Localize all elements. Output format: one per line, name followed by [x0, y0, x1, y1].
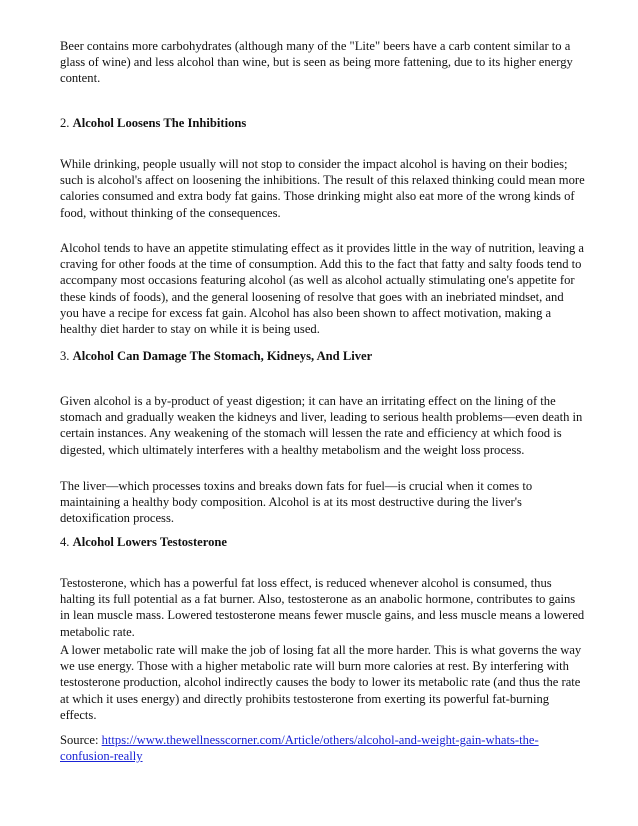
- paragraph-yeast: Given alcohol is a by-product of yeast digestion; it can have an irritating effect on the lining of the stomach and gradually weaken the kidneys and liver, leading to serious health problems—even death in certain instances. Any weakening of the stomach will lessen the rate and efficiency at which food is digested, which ultimately interferes with a healthy metabolism and the weight loss process.: [60, 394, 583, 457]
- heading-title: Alcohol Can Damage The Stomach, Kidneys, And Liver: [72, 349, 373, 363]
- heading-title: Alcohol Loosens The Inhibitions: [72, 116, 247, 130]
- paragraph-liver: The liver—which processes toxins and breaks down fats for fuel—is crucial when it comes to maintaining a healthy body composition. Alcohol is at its most destructive during the liver's detoxification process.: [60, 479, 533, 526]
- paragraph-metabolic: A lower metabolic rate will make the job of losing fat all the more harder. This is what governs the way we use energy. Those with a higher metabolic rate will burn more calories at rest. By interfering with testosterone production, alcohol indirectly causes the body to lower its metabolic rate (and thus the rate at which it uses energy) and directly prohibits testosterone from exerting its powerful fat-burning effects.: [60, 643, 582, 722]
- section-heading-2: [60, 115, 585, 131]
- paragraph-appetite: Alcohol tends to have an appetite stimulating effect as it provides little in the way of nutrition, leaving a craving for other foods at the time of consumption. Add this to the fact that fatty and salty foods tend to accompany most occasions featuring alcohol (as well as alcohol actually stimulating one's appetite for these kinds of foods), and the general loosening of resolve that goes with an inebriated mindset, and you have a recipe for excess fat gain. Alcohol has also been shown to affect motivation, making a healthy diet harder to stay on while it is being used.: [60, 241, 585, 337]
- heading-number: 2.: [60, 116, 70, 130]
- source-citation: [60, 732, 585, 764]
- source-label: Source:: [60, 733, 102, 747]
- source-link[interactable]: https://www.thewellnesscorner.com/Article/others/alcohol-and-weight-gain-whats-the-confusion-really: [60, 733, 539, 764]
- section-heading-4: [60, 534, 585, 550]
- paragraph-beer: Beer contains more carbohydrates (although many of the "Lite" beers have a carb content similar to a glass of wine) and less alcohol than wine, but is seen as being more fattening, due to its higher energy content.: [60, 39, 573, 86]
- paragraph-testosterone: Testosterone, which has a powerful fat loss effect, is reduced whenever alcohol is consumed, thus halting its full potential as a fat burner. Also, testosterone as an anabolic hormone, contributes to gains in lean muscle mass. Lowered testosterone means fewer muscle gains, and less muscle means a lowered metabolic rate.: [60, 576, 585, 639]
- heading-title: Alcohol Lowers Testosterone: [72, 535, 227, 549]
- section-heading-3: [60, 348, 585, 364]
- heading-number: 4.: [60, 535, 70, 549]
- paragraph-drinking: While drinking, people usually will not stop to consider the impact alcohol is having on their bodies; such is alcohol's affect on loosening the inhibitions. The result of this relaxed thinking could mean more calories consumed and extra body fat gains. Those drinking might also eat more of the wrong kinds of food, without thinking of the consequences.: [60, 157, 585, 220]
- heading-number: 3.: [60, 349, 70, 363]
